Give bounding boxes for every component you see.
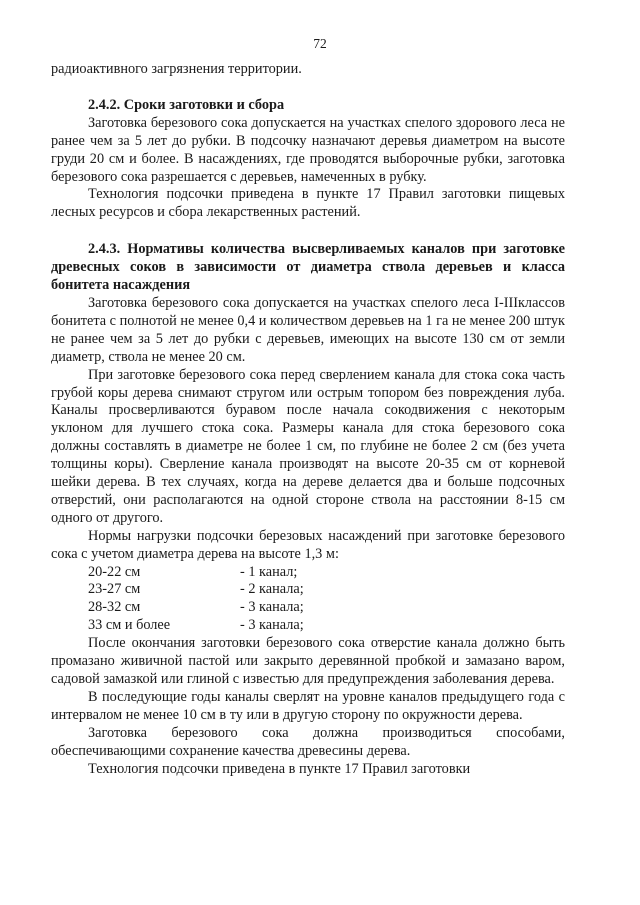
diameter-range: 28-32 см [88,599,141,616]
list-item [51,617,565,635]
paragraph: Технология подсочки приведена в пункте 17 Правил заготовки пищевых лесных ресурсов и сбора лекарственных растений. [51,186,565,221]
paragraph: Заготовка березового сока допускается на участках спелого леса I-IIIклассов бонитета с полнотой не менее 0,4 и количеством деревьев на 1 га не менее 200 штук не ранее чем за 5 лет до рубки с деревьев, имеющих на высоте 130 см от земли диаметр, ствола не менее 20 см. [51,294,565,365]
paragraph: Заготовка березового сока должна производиться способами, обеспечивающими сохранение качества древесины дерева. [51,724,565,759]
list-item [51,581,565,599]
intro-tail-paragraph: радиоактивного загрязнения территории. [51,61,302,77]
list-item [51,599,565,617]
channel-count: - 1 канал; [240,563,298,580]
diameter-range: 23-27 см [88,581,141,598]
paragraph: Технология подсочки приведена в пункте 17 Правил заготовки [88,760,471,777]
paragraph: После окончания заготовки березового сока отверстие канала должно быть промазано живичной пастой или закрыто деревянной пробкой и замазано варом, садовой замазкой или глиной с известью для предупреждения заболевания дерева. [51,635,565,687]
section-2-4-2 [51,97,565,222]
paragraph: Заготовка березового сока допускается на участках спелого здорового леса не ранее чем за 5 лет до рубки. В подсочку назначают деревья диаметром на высоте груди 20 см и более. В насаждениях, где проводятся выборочные рубки, заготовка березового сока разрешается с деревьев, намеченных в рубку. [51,114,565,185]
section-heading-2-4-3: 2.4.3. Нормативы количества высверливаемых каналов при заготовке древесных соков в зависимости от диаметра ствола деревьев и класса бонитета насаждения [51,241,565,294]
page-content [51,61,565,778]
diameter-range: 20-22 см [88,563,141,580]
section-2-4-3 [51,241,565,778]
page-number: 72 [313,36,327,51]
section-heading-2-4-2: 2.4.2. Сроки заготовки и сбора [88,96,285,113]
channel-norms-list [51,564,565,636]
channel-count: - 3 канала; [240,617,304,634]
paragraph: При заготовке березового сока перед сверлением канала для стока сока часть грубой коры дерева снимают стругом или острым топором без повреждения луба. Каналы просверливаются буравом после начала сокодвижения с некоторым уклоном для лучшего стока сока. Размеры канала для стока березового сока должны составлять в диаметре не более 1 см, по глубине не более 2 см (без учета толщины коры). Сверление канала производят на высоте 20-35 см от корневой шейки дерева. В тех случаях, когда на дереве делается два и больше подсочных отверстий, они располагаются на одной стороне ствола на расстоянии 8-15 см одного от другого. [51,366,565,526]
paragraph: В последующие годы каналы сверлят на уровне каналов предыдущего года с интервалом не менее 10 см в ту или в другую сторону по окружности дерева. [51,688,565,723]
diameter-range: 33 см и более [88,617,171,634]
paragraph: Нормы нагрузки подсочки березовых насаждений при заготовке березового сока с учетом диаметра дерева на высоте 1,3 м: [51,527,565,562]
list-item [51,564,565,582]
channel-count: - 2 канала; [240,581,304,598]
channel-count: - 3 канала; [240,599,304,616]
